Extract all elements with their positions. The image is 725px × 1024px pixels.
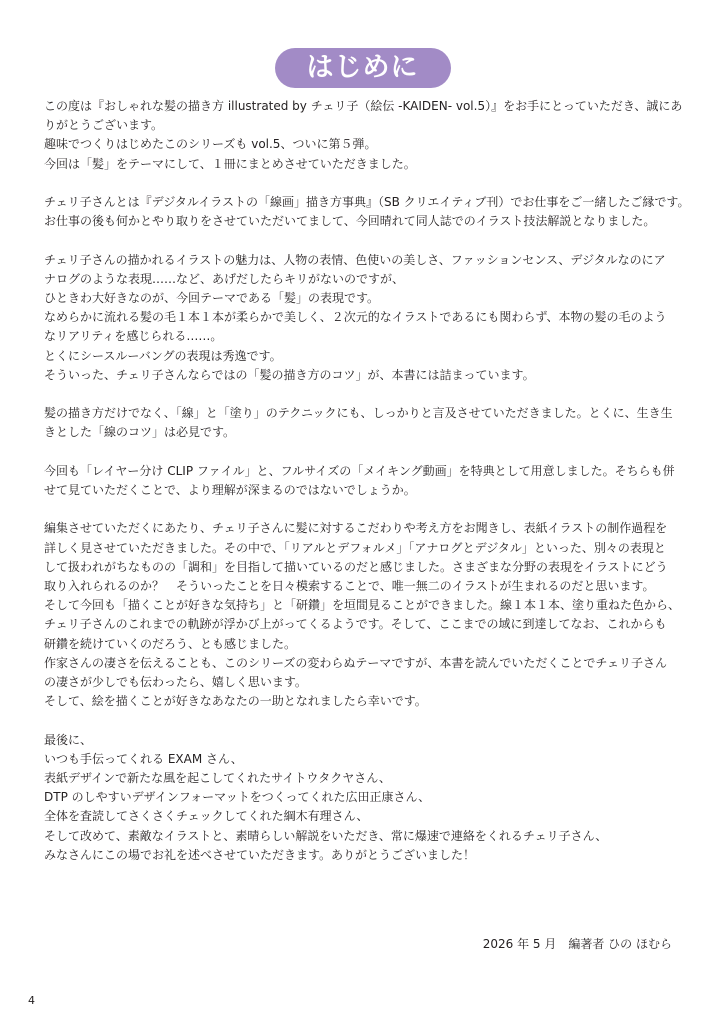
text-line: なめらかに流れる髪の毛１本１本が柔らかで美しく、２次元的なイラストであるにも関わらず、本物の髪の毛のよう xyxy=(44,310,667,325)
text-line: チェリ子さんの描かれるイラストの魅力は、人物の表情、色使いの美しさ、ファッションセンス、デジタルなのにア xyxy=(44,252,666,267)
text-line: 表紙デザインで新たな風を起こしてくれたサイトウタクヤさん、 xyxy=(44,771,391,786)
text-line: チェリ子さんのこれまでの軌跡が浮かび上がってくるようです。そして、ここまでの域に到達してなお、これからも xyxy=(44,617,667,632)
heading-container xyxy=(0,48,725,88)
text-line: ナログのような表現……など、あげだしたらキリがないのですが、 xyxy=(44,271,405,286)
text-line: 取り入れられるのか？ そういったことを日々模索することで、唯一無二のイラストが生まれるのだと思います。 xyxy=(44,579,655,593)
paragraph xyxy=(44,462,680,500)
text-line: せて見ていただくことで、より理解が深まるのではないでしょうか。 xyxy=(44,483,416,497)
text-line: 趣味でつくりはじめたこのシリーズも vol.5、ついに第５弾。 xyxy=(44,137,377,152)
text-line: 全体を査読してさくさくチェックしてくれた綱木有理さん、 xyxy=(44,809,369,824)
text-line: 作家さんの凄さを伝えることも、このシリーズの変わらぬテーマですが、本書を読んでいただくことでチェリ子さん xyxy=(44,655,668,670)
text-line: りがとうございます。 xyxy=(44,118,164,133)
text-line: 今回は「髪」をテーマにして、１冊にまとめさせていただきました。 xyxy=(44,156,416,171)
body-text xyxy=(44,97,690,884)
page-number: 4 xyxy=(28,994,35,1007)
text-line: して扱われがちなものの「調和」を目指して描いているのだと感じました。さまざまな分野の表現をイラストにどう xyxy=(44,559,668,574)
text-line: そして改めて、素敵なイラストと、素晴らしい解説をいただき、常に爆速で連絡をくれるチェリ子さん、 xyxy=(44,828,608,843)
page-heading: はじめに xyxy=(275,48,451,88)
text-line: とくにシースルーバングの表現は秀逸です。 xyxy=(44,348,282,363)
paragraph xyxy=(44,404,680,442)
text-line: お仕事の後も何かとやり取りをさせていただいてまして、今回晴れて同人誌でのイラスト技法解説となりました。 xyxy=(44,214,656,229)
text-line: DTP のしやすいデザインフォーマットをつくってくれた広田正康さん、 xyxy=(44,790,431,805)
text-line: 最後に、 xyxy=(44,732,93,747)
paragraph xyxy=(44,251,680,385)
text-line: の凄さが少しでも伝わったら、嬉しく思います。 xyxy=(44,675,307,690)
text-line: そういった、チェリ子さんならではの「髪の描き方のコツ」が、本書には詰まっています。 xyxy=(44,367,535,382)
text-line: いつも手伝ってくれる EXAM さん、 xyxy=(44,751,243,766)
text-line: 詳しく見させていただきました。その中で、「リアルとデフォルメ」「アナログとデジタル」といった、別々の表現と xyxy=(44,540,666,555)
text-line: きとした「線のコツ」は必見です。 xyxy=(44,425,236,440)
text-line: 編集させていただくにあたり、チェリ子さんに髪に対するこだわりや考え方をお聞きし、表紙イラストの制作過程を xyxy=(44,521,668,536)
signature: 2026 年 5 月 編著者 ひの ほむら xyxy=(482,937,672,951)
text-line: そして、絵を描くことが好きなあなたの一助となれましたら幸いです。 xyxy=(44,694,427,709)
text-line: 研鑽を続けていくのだろう、とも感じました。 xyxy=(44,636,297,651)
text-line: 髪の描き方だけでなく、「線」と「塗り」のテクニックにも、しっかりと言及させていただきました。とくに、生き生 xyxy=(44,406,673,421)
text-line: みなさんにこの場でお礼を述べさせていただきます。ありがとうございました！ xyxy=(44,847,476,862)
paragraph xyxy=(44,519,680,711)
text-line: なリアリティを感じられる……。 xyxy=(44,329,223,344)
text-line: 今回も「レイヤー分け CLIP ファイル」と、フルサイズの「メイキング動画」を特典として用意しました。そちらも併 xyxy=(44,463,675,478)
text-line: この度は『おしゃれな髪の描き方 illustrated by チェリ子（絵伝 -KAIDEN- vol.5）』をお手にとっていただき、誠にあ xyxy=(44,99,683,113)
text-line: チェリ子さんとは『デジタルイラストの「線画」描き方事典』（SB クリエイティブ刊）でお仕事をご一緒したご縁です。 xyxy=(44,195,690,209)
paragraph xyxy=(44,731,680,865)
text-line: ひときわ大好きなのが、今回テーマである「髪」の表現です。 xyxy=(44,291,380,305)
paragraph xyxy=(44,193,690,231)
text-line: そして今回も「描くことが好きな気持ち」と「研鑽」を垣間見ることができました。線１本１本、塗り重ねた色から、 xyxy=(44,598,681,613)
paragraph xyxy=(44,97,683,174)
